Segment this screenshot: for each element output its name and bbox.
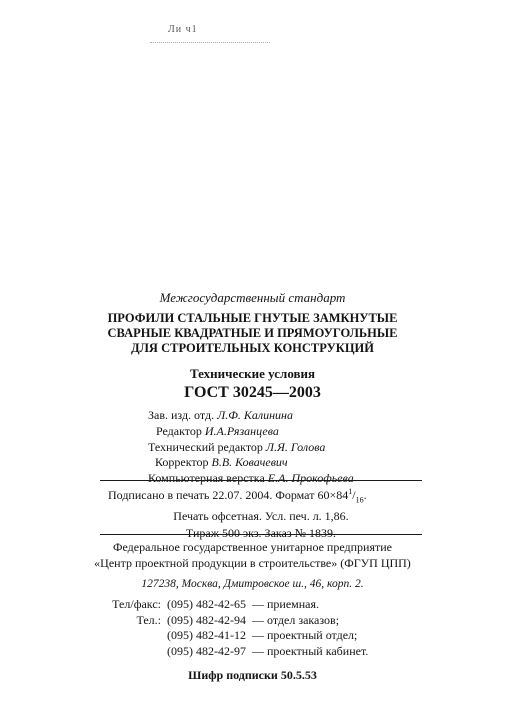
staff-role: Корректор [155, 455, 209, 470]
stamp-smudge [150, 42, 270, 46]
staff-name: Е.А. Прокофьева [267, 471, 354, 486]
title-line: СВАРНЫЕ КВАДРАТНЫЕ И ПРЯМОУГОЛЬНЫЕ [107, 326, 398, 340]
phone-row [105, 613, 368, 629]
print-type-line: Печать офсетная. Усл. печ. л. 1,86. [173, 509, 349, 524]
staff-role: Компьютерная верстка [148, 471, 265, 486]
phone-desc: — проектный кабинет. [251, 643, 369, 658]
publisher-line: Федеральное государственное унитарное предприятие [113, 540, 392, 554]
phone-desc: — приемная. [251, 597, 320, 611]
phone-number: (095) 482-42-94 [167, 612, 246, 627]
document-title [0, 311, 505, 356]
divider-bottom [100, 534, 422, 535]
phone-row [105, 628, 368, 644]
staff-name: В.В. Ковачевич [211, 455, 288, 470]
phone-desc: — отдел заказов; [251, 612, 340, 627]
phone-number: (095) 482-41-12 [167, 628, 246, 643]
title-line: ДЛЯ СТРОИТЕЛЬНЫХ КОНСТРУКЦИЙ [131, 341, 374, 355]
staff-row [148, 455, 448, 471]
phone-row [105, 644, 368, 660]
editorial-staff [148, 408, 448, 487]
phone-label: Тел/факс: [112, 597, 161, 611]
phone-number: (095) 482-42-65 [167, 597, 246, 611]
staff-name: Л.Ф. Калинина [217, 408, 293, 422]
publisher-block [0, 539, 505, 571]
staff-role: Редактор [156, 423, 202, 438]
document-subtitle: Технические условия [189, 366, 316, 381]
staff-row [148, 408, 448, 424]
signed-line [100, 483, 422, 508]
phone-list [105, 597, 368, 659]
format-end: . [363, 488, 367, 502]
staff-row [148, 440, 448, 456]
phone-label [105, 628, 167, 644]
subscription-cipher: Шифр подписки 50.5.53 [188, 668, 317, 682]
format-fraction-numerator: 1 [348, 487, 353, 496]
staff-role: Зав. изд. отд. [148, 408, 215, 422]
title-line: ПРОФИЛИ СТАЛЬНЫЕ ГНУТЫЕ ЗАМКНУТЫЕ [107, 311, 398, 325]
phone-label [105, 644, 167, 660]
divider-top [100, 480, 422, 481]
staff-row [148, 424, 448, 440]
phone-row [105, 597, 368, 613]
format-fraction-denominator: 16 [355, 495, 364, 505]
gost-number: ГОСТ 30245—2003 [184, 384, 321, 401]
staff-name: И.А.Рязанцева [204, 423, 279, 438]
phone-desc: — проектный отдел; [251, 628, 358, 643]
phone-number: (095) 482-42-97 [167, 643, 246, 658]
publisher-line: «Центр проектной продукции в строительстве» (ФГУП ЦПП) [94, 556, 411, 570]
staff-name: Л.Я. Голова [265, 439, 326, 454]
phone-label: Тел.: [136, 612, 161, 627]
format-fraction-slash: / [352, 488, 356, 502]
standard-kind: Межгосударственный стандарт [159, 290, 346, 305]
publisher-address: 127238, Москва, Дмитровское ш., 46, корп. 2. [141, 578, 364, 590]
library-stamp-mark: Ли ч1 [168, 24, 198, 35]
staff-role: Технический редактор [148, 439, 263, 454]
signed-text: Подписано в печать 22.07. 2004. Формат 60×84 [108, 488, 349, 502]
print-run-line: Тираж 500 экз. Заказ № 1839. [185, 526, 337, 541]
